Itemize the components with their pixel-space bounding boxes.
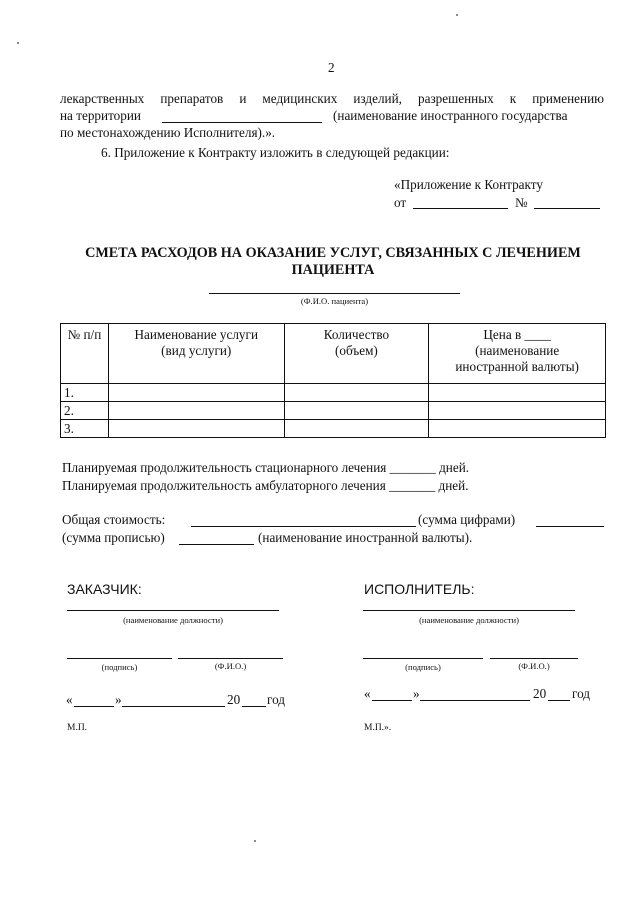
customer-date-open-quote: «: [66, 692, 73, 707]
country-caption: (наименование иностранного государства: [333, 108, 568, 123]
contractor-month-line: [420, 700, 530, 701]
currency-label: (наименование иностранной валюты).: [258, 530, 473, 545]
customer-day-line: [74, 706, 114, 707]
outpatient-duration: Планируемая продолжительность амбулаторного лечения _______ дней.: [62, 478, 469, 493]
paragraph-line: по местонахождению Исполнителя).».: [60, 125, 276, 140]
customer-stamp: М.П.: [67, 723, 88, 733]
total-cost-line: [191, 526, 416, 527]
total-cost-label: Общая стоимость:: [62, 512, 166, 527]
contractor-year-prefix: 20: [533, 686, 547, 701]
contractor-position-caption: (наименование должности): [419, 615, 519, 625]
table-row: [61, 384, 606, 402]
customer-heading: ЗАКАЗЧИК:: [67, 581, 142, 597]
contractor-stamp: М.П.».: [364, 723, 392, 733]
table-row: [61, 402, 606, 420]
appendix-from-label: от: [394, 195, 407, 210]
customer-date-close-quote: »: [115, 692, 122, 707]
contractor-signature-line: [363, 658, 483, 659]
sum-words-label: (сумма прописью): [62, 530, 165, 545]
contractor-fio-caption: (Ф.И.О.): [518, 661, 550, 671]
scan-speck: [17, 42, 19, 44]
table-header-row: [61, 324, 606, 384]
contractor-heading: ИСПОЛНИТЕЛЬ:: [364, 581, 475, 597]
estimate-table: [60, 323, 606, 438]
territory-blank-line: [162, 122, 322, 123]
header-service: Наименование услуги (вид услуги): [108, 324, 284, 384]
customer-fio-caption: (Ф.И.О.): [214, 661, 247, 671]
table-cell: [108, 420, 284, 438]
scan-speck: [456, 14, 458, 16]
customer-signature-line: [67, 658, 172, 659]
paragraph-line: лекарственных препаратов и медицинских изделий, разрешенных к применению: [60, 91, 604, 106]
customer-signature-caption: (подпись): [101, 662, 138, 672]
row-number: 2.: [61, 402, 109, 420]
header-price: Цена в ____ (наименование иностранной валюты): [429, 324, 606, 384]
table-cell: [284, 402, 429, 420]
header-number: № п/п: [61, 324, 109, 384]
appendix-date-line: [413, 208, 508, 209]
sum-digits-line: [536, 526, 604, 527]
document-title: СМЕТА РАСХОДОВ НА ОКАЗАНИЕ УСЛУГ, СВЯЗАННЫХ С ЛЕЧЕНИЕМ: [85, 245, 581, 261]
customer-year-prefix: 20: [227, 692, 241, 707]
inpatient-duration: Планируемая продолжительность стационарного лечения _______ дней.: [62, 460, 470, 475]
customer-fio-line: [178, 658, 283, 659]
customer-year-suffix: год: [267, 692, 286, 707]
appendix-reference: «Приложение к Контракту: [394, 177, 543, 192]
document-title-line2: ПАЦИЕНТА: [291, 262, 375, 278]
customer-position-caption: (наименование должности): [123, 615, 223, 625]
header-quantity: Количество (объем): [284, 324, 429, 384]
appendix-number-line: [534, 208, 600, 209]
customer-position-line: [67, 610, 279, 611]
patient-name-line: [209, 293, 460, 294]
appendix-number-label: №: [515, 195, 528, 210]
contractor-year-suffix: год: [572, 686, 591, 701]
contractor-signature-caption: (подпись): [405, 662, 441, 672]
page-number: 2: [328, 60, 335, 75]
customer-month-line: [122, 706, 225, 707]
contractor-date-close-quote: »: [413, 686, 420, 701]
row-number: 1.: [61, 384, 109, 402]
territory-label: на территории: [60, 108, 141, 123]
row-number: 3.: [61, 420, 109, 438]
patient-name-caption: (Ф.И.О. пациента): [300, 296, 369, 306]
sum-digits-label: (сумма цифрами): [418, 512, 516, 527]
customer-year-line: [242, 706, 266, 707]
item-6-text: 6. Приложение к Контракту изложить в следующей редакции:: [101, 145, 450, 160]
table-cell: [108, 402, 284, 420]
contractor-year-line: [548, 700, 570, 701]
table-cell: [284, 420, 429, 438]
sum-words-line: [179, 544, 254, 545]
table-cell: [429, 384, 606, 402]
table-row: [61, 420, 606, 438]
contractor-date-open-quote: «: [364, 686, 371, 701]
scan-speck: [254, 840, 256, 842]
table-cell: [284, 384, 429, 402]
table-cell: [429, 420, 606, 438]
contractor-day-line: [372, 700, 412, 701]
contractor-position-line: [363, 610, 575, 611]
table-cell: [108, 384, 284, 402]
table-cell: [429, 402, 606, 420]
contractor-fio-line: [490, 658, 578, 659]
